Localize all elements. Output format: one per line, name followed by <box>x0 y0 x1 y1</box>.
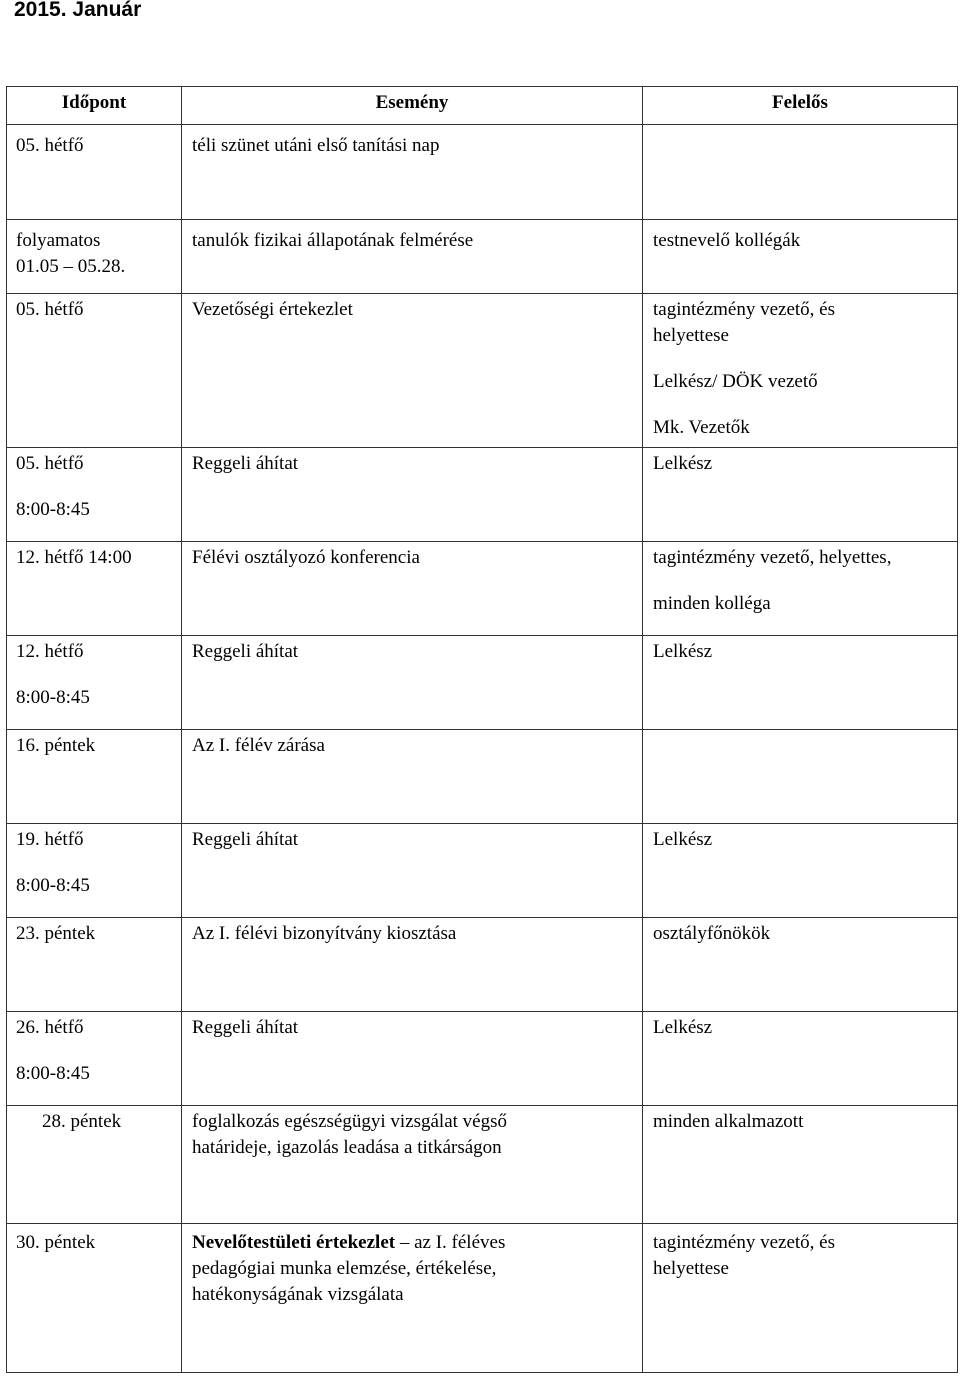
cell-time <box>7 1012 182 1106</box>
cell-line: téli szünet utáni első tanítási nap <box>192 135 440 156</box>
cell-line: Mk. Vezetők <box>653 417 750 438</box>
cell-event <box>182 1012 643 1106</box>
cell-time <box>7 125 182 220</box>
cell-line: 12. hétfő <box>16 641 84 662</box>
table-row <box>7 1012 958 1106</box>
header-time: Időpont <box>7 87 182 125</box>
cell-line: Az I. félévi bizonyítvány kiosztása <box>192 923 457 944</box>
cell-line: 12. hétfő 14:00 <box>16 547 132 568</box>
cell-line: minden kolléga <box>653 593 771 614</box>
cell-line: pedagógiai munka elemzése, értékelése, <box>192 1258 497 1279</box>
cell-line: 05. hétfő <box>16 135 84 156</box>
cell-responsible <box>643 542 958 636</box>
cell-event <box>182 294 643 448</box>
cell-line: tanulók fizikai állapotának felmérése <box>192 230 474 251</box>
cell-event <box>182 824 643 918</box>
cell-line: hatékonyságának vizsgálata <box>192 1284 404 1305</box>
cell-event <box>182 730 643 824</box>
cell-line: határideje, igazolás leadása a titkárságon <box>192 1137 502 1158</box>
cell-line: 01.05 – 05.28. <box>16 256 126 277</box>
cell-line: testnevelő kollégák <box>653 230 801 251</box>
cell-line: Reggeli áhítat <box>192 453 299 474</box>
cell-line: Lelkész/ DÖK vezető <box>653 371 818 392</box>
cell-line: tagintézmény vezető, és <box>653 299 836 320</box>
cell-line: Vezetőségi értekezlet <box>192 299 353 320</box>
cell-line: Lelkész <box>653 1017 713 1038</box>
header-responsible: Felelős <box>643 87 958 125</box>
table-row <box>7 918 958 1012</box>
cell-responsible <box>643 220 958 294</box>
table-row <box>7 824 958 918</box>
cell-line: Reggeli áhítat <box>192 1017 299 1038</box>
cell-line: Félévi osztályozó konferencia <box>192 547 420 568</box>
table-header-row <box>7 87 958 125</box>
cell-time <box>7 294 182 448</box>
cell-responsible <box>643 125 958 220</box>
cell-event <box>182 1224 643 1373</box>
event-title-bold: Nevelőtestületi értekezlet <box>192 1232 396 1253</box>
header-event: Esemény <box>182 87 643 125</box>
cell-event <box>182 918 643 1012</box>
cell-time <box>7 824 182 918</box>
cell-time <box>7 448 182 542</box>
table-row <box>7 730 958 824</box>
cell-time <box>7 1224 182 1373</box>
cell-event <box>182 1106 643 1224</box>
cell-event <box>182 220 643 294</box>
cell-line: 05. hétfő <box>16 453 84 474</box>
cell-line: minden alkalmazott <box>653 1111 804 1132</box>
cell-event <box>182 125 643 220</box>
cell-event <box>182 542 643 636</box>
cell-line: foglalkozás egészségügyi vizsgálat végső <box>192 1111 507 1132</box>
cell-line: Lelkész <box>653 453 713 474</box>
cell-line: 16. péntek <box>16 735 96 756</box>
cell-line: Lelkész <box>653 641 713 662</box>
cell-responsible <box>643 824 958 918</box>
cell-time <box>7 1106 182 1224</box>
cell-line: tagintézmény vezető, helyettes, <box>653 547 892 568</box>
cell-line <box>192 1230 642 1256</box>
table-row <box>7 542 958 636</box>
cell-event <box>182 448 643 542</box>
cell-line: 19. hétfő <box>16 829 84 850</box>
cell-time <box>7 730 182 824</box>
cell-line: osztályfőnökök <box>653 923 771 944</box>
cell-line: 05. hétfő <box>16 299 84 320</box>
cell-line: 30. péntek <box>16 1232 96 1253</box>
cell-line: 23. péntek <box>16 923 96 944</box>
cell-line: Reggeli áhítat <box>192 641 299 662</box>
table-row <box>7 220 958 294</box>
cell-line: 8:00-8:45 <box>16 499 90 520</box>
cell-responsible <box>643 448 958 542</box>
cell-responsible <box>643 1224 958 1373</box>
cell-responsible <box>643 1012 958 1106</box>
cell-line: 28. péntek <box>42 1111 122 1132</box>
document-title: 2015. Január <box>14 0 142 21</box>
cell-time <box>7 636 182 730</box>
cell-line: 8:00-8:45 <box>16 875 90 896</box>
event-title-rest: – az I. féléves <box>395 1232 506 1253</box>
table-row <box>7 1224 958 1373</box>
cell-line: tagintézmény vezető, és <box>653 1232 836 1253</box>
cell-responsible <box>643 730 958 824</box>
cell-line: helyettese <box>653 325 729 346</box>
cell-responsible <box>643 636 958 730</box>
cell-line: 26. hétfő <box>16 1017 84 1038</box>
cell-line: helyettese <box>653 1258 729 1279</box>
cell-responsible <box>643 1106 958 1224</box>
cell-line: 8:00-8:45 <box>16 687 90 708</box>
cell-line: Lelkész <box>653 829 713 850</box>
cell-line: folyamatos <box>16 230 101 251</box>
cell-time <box>7 220 182 294</box>
table-row <box>7 1106 958 1224</box>
table-row <box>7 448 958 542</box>
cell-line: 8:00-8:45 <box>16 1063 90 1084</box>
cell-line: Reggeli áhítat <box>192 829 299 850</box>
cell-event <box>182 636 643 730</box>
table-row <box>7 125 958 220</box>
cell-time <box>7 542 182 636</box>
table-row <box>7 636 958 730</box>
schedule-table <box>6 86 958 1373</box>
table-row <box>7 294 958 448</box>
cell-time <box>7 918 182 1012</box>
cell-line: Az I. félév zárása <box>192 735 325 756</box>
cell-responsible <box>643 294 958 448</box>
cell-responsible <box>643 918 958 1012</box>
